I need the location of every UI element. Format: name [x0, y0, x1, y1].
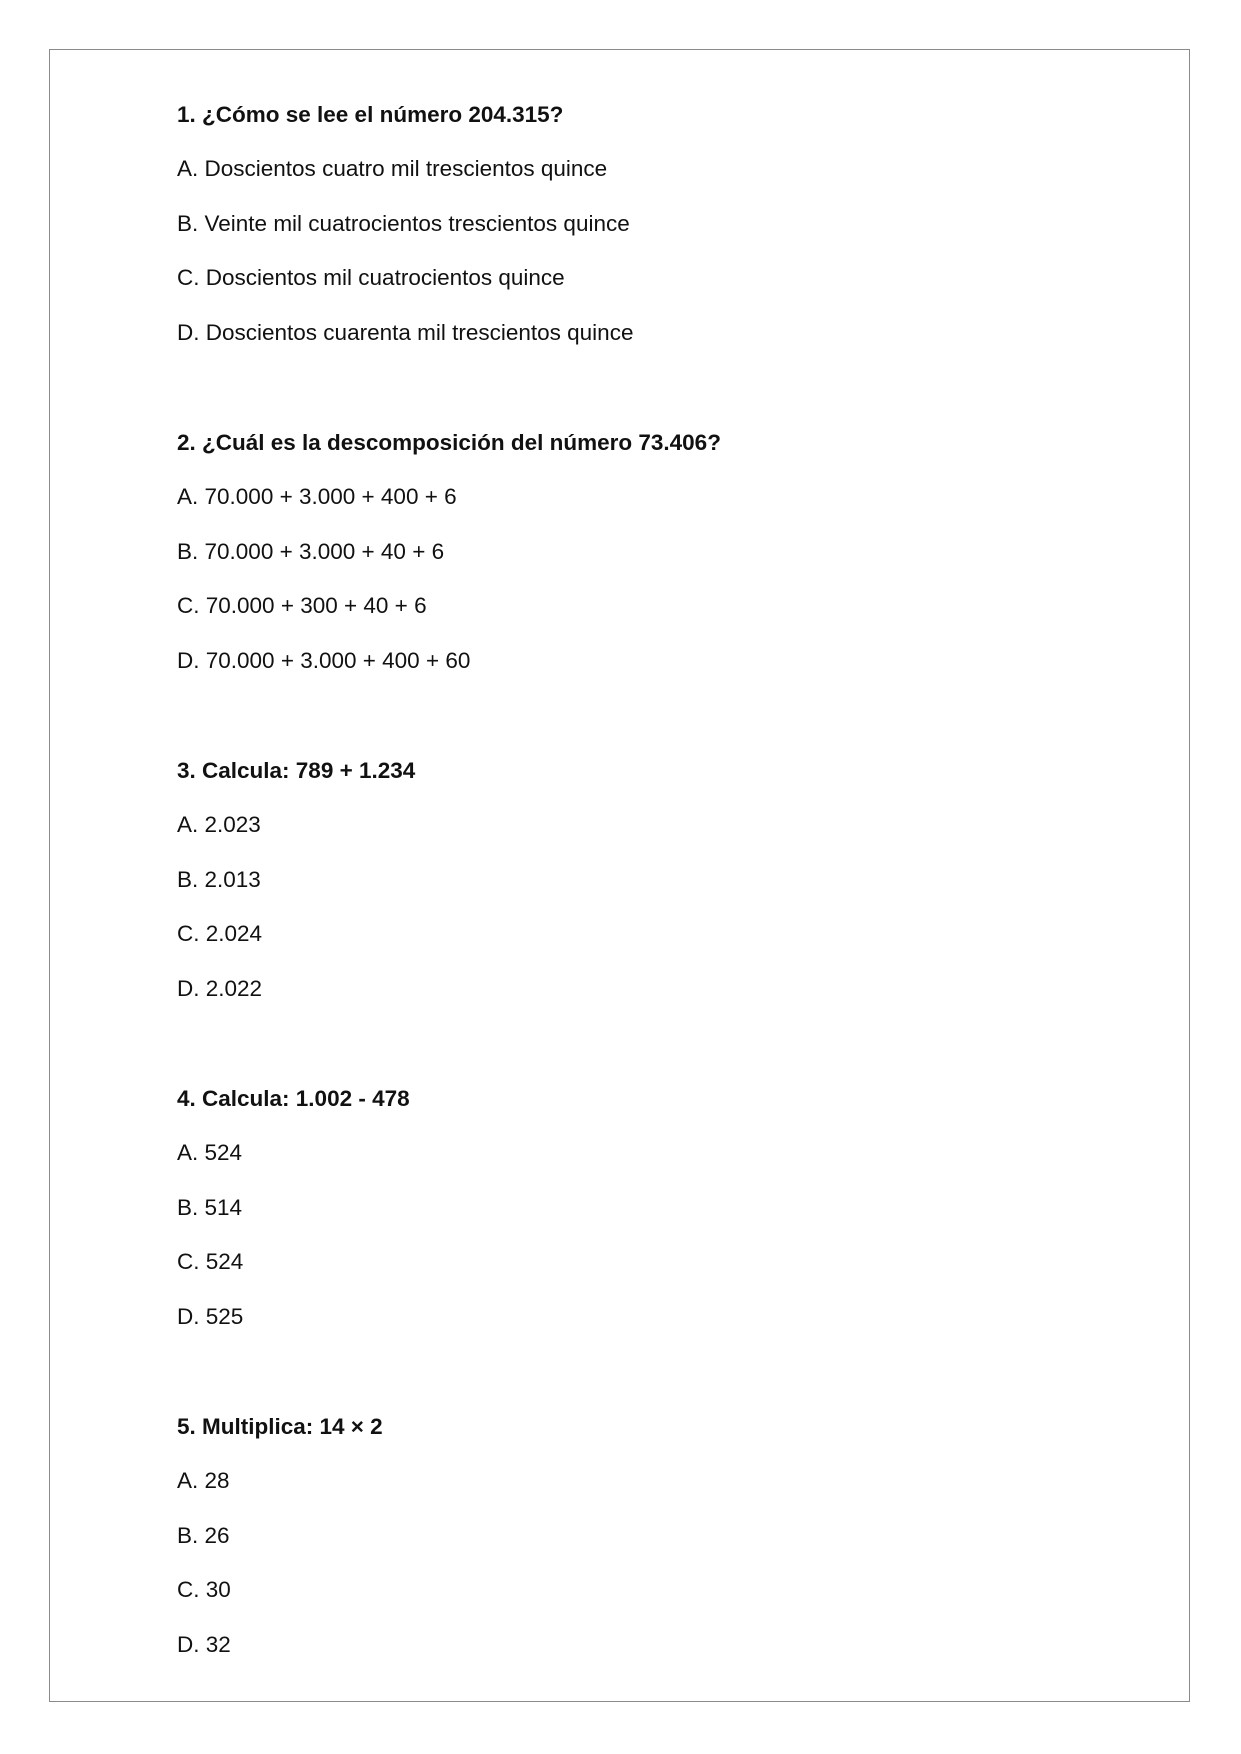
question-4: [177, 1084, 1137, 1412]
question-1-title: 1. ¿Cómo se lee el número 204.315?: [177, 102, 564, 127]
question-1-option-b: B. Veinte mil cuatrocientos trescientos quince: [177, 210, 630, 236]
question-3-option-d: D. 2.022: [177, 975, 263, 1001]
question-4-option-b: B. 514: [177, 1194, 243, 1220]
question-1: [177, 100, 1137, 428]
question-5: [177, 1412, 1137, 1740]
question-2-option-a: A. 70.000 + 3.000 + 400 + 6: [177, 484, 457, 509]
question-5-option-c: C. 30: [177, 1577, 231, 1602]
question-5-option-d: D. 32: [177, 1631, 231, 1657]
question-2-option-d: D. 70.000 + 3.000 + 400 + 60: [177, 647, 471, 673]
question-2: [177, 428, 1137, 756]
question-1-option-c: C. Doscientos mil cuatrocientos quince: [177, 265, 565, 290]
question-3-option-c: C. 2.024: [177, 921, 263, 946]
question-1-option-a: A. Doscientos cuatro mil trescientos quince: [177, 156, 608, 181]
question-5-option-a: A. 28: [177, 1468, 230, 1493]
question-4-title: 4. Calcula: 1.002 - 478: [177, 1086, 410, 1111]
question-2-option-c: C. 70.000 + 300 + 40 + 6: [177, 593, 427, 618]
question-2-option-b: B. 70.000 + 3.000 + 40 + 6: [177, 538, 445, 564]
question-5-title: 5. Multiplica: 14 × 2: [177, 1414, 383, 1439]
question-4-option-d: D. 525: [177, 1303, 244, 1329]
question-4-option-a: A. 524: [177, 1140, 243, 1165]
question-3: [177, 756, 1137, 1084]
question-2-title: 2. ¿Cuál es la descomposición del número 73.406?: [177, 430, 721, 455]
question-1-option-d: D. Doscientos cuarenta mil trescientos quince: [177, 319, 634, 345]
question-5-option-b: B. 26: [177, 1522, 230, 1548]
quiz-content: [177, 100, 1137, 1740]
question-3-option-b: B. 2.013: [177, 866, 261, 892]
question-3-title: 3. Calcula: 789 + 1.234: [177, 758, 416, 783]
question-4-option-c: C. 524: [177, 1249, 244, 1274]
question-3-option-a: A. 2.023: [177, 812, 261, 837]
